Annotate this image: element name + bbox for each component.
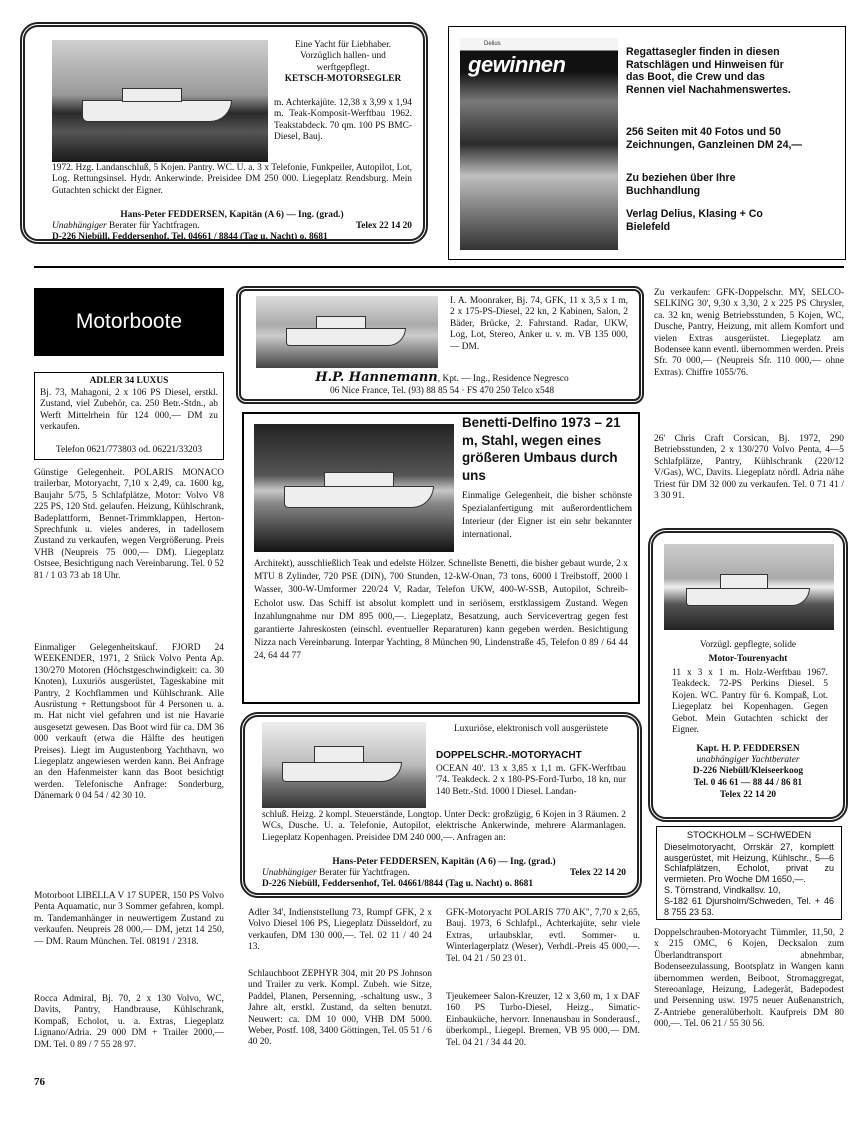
- ketsch-contact-rest: Berater für Yachtfragen.: [106, 221, 200, 231]
- doppel-cabin: [314, 746, 364, 763]
- ketsch-title: KETSCH-MOTORSEGLER: [284, 74, 402, 84]
- moonraker-address: 06 Nice France, Tel. (93) 88 85 54 · FS 470 250 Telco x548: [329, 386, 555, 396]
- touren-contact-2: unabhängiger Yachtberater: [696, 755, 800, 765]
- adler-title: ADLER 34 LUXUS: [89, 376, 169, 386]
- ketsch-intro: Eine Yacht für Liebhaber. Vorzüglich hallen- und werftgepflegt.: [294, 40, 392, 73]
- fjord-ad: Einmaliger Gelegenheitskauf. FJORD 24 WEEKENDER, 1971, 2 Stück Volvo Penta Ap. 130/270 Motoren (Höchstgeschwindigkeit: ca. 30 Knoten), Luxuriös ausgerüstet, Tageskabine mit Pantry, 2 Kochflammen und Kühlschrank. Alle Ausrüstung + Rettungsboot für 4 Personen u. a. m. Hat nicht viel gefahren und ist nie Havarie ausgesetzt gewesen. Das Boot wird für ca. DM 36 000 verkauft (etwa die Hälfte des heutigen Preises). Liegt im Augustenborg Yachthavn, wo Liegeplatz angewiesen werden kann. Bei Anfrage an den Hafenmeister kann das Boot besichtigt werden. Telefonische Anfrage: Sonderburg, Dänemark 0 04 54 / 42 30 10.: [34, 643, 224, 802]
- moonraker-photo: [256, 296, 438, 368]
- moonraker-contact: [252, 370, 632, 385]
- adler-phone: Telefon 0621/773803 od. 06221/33203: [55, 445, 203, 455]
- doppel-ocean: OCEAN 40'. 13 x 3,85 x 1,1 m. GFK-Werftbau '74. Teakdeck. 2 x 180-PS-Ford-Turbo, 18 kn, nur 140 Betr.-Std. 1000 l Diesel. Landan-: [436, 764, 626, 797]
- doppel-contact-italic: Unabhängiger: [262, 868, 317, 878]
- moonraker-hull: [286, 328, 406, 346]
- touren-hull: [686, 588, 810, 606]
- zephyr-ad: Schlauchboot ZEPHYR 304, mit 20 PS Johnson und Trailer zu verk. Kompl. Zubeh. wie Sitze, Paddel, Planen, Persenning, -schaltung usw., 3 Jahre alt, erstkl. Zustand, da selten benutzt. Neuwert: ca. DM 10 000, VHB DM 5000. Weber, Postf. 108, 3400 Göttingen, Tel. 05 51 / 6 40 20.: [248, 969, 432, 1048]
- page-number: 76: [34, 1076, 45, 1088]
- touren-contact-1: Kapt. H. P. FEDDERSEN: [696, 744, 800, 754]
- stockholm-title: STOCKHOLM – SCHWEDEN: [686, 829, 812, 840]
- benetti-headline: Benetti-Delfino 1973 – 21 m, Stahl, wegen eines größeren Umbaus durch uns: [462, 415, 621, 483]
- book-ad-text-3: Zu beziehen über Ihre Buchhandlung: [626, 172, 736, 197]
- touren-lead: Vorzügl. gepflegte, solide: [699, 640, 797, 650]
- moonraker-text: I. A. Moonraker, Bj. 74, GFK, 11 x 3,5 x 1 m, 2 x 175-PS-Diesel, 22 kn, 2 Kabinen, Salon, 2 Bäder, Brücke, 2. Fahrstand. Radar, UKW, Log, Lot, Stereo, Anker u. v. m. VB 135 000,— DM.: [450, 296, 628, 352]
- top-divider: [34, 266, 844, 268]
- adler34-ad: Adler 34', Indienststellung 73, Rumpf GFK, 2 x Volvo Diesel 106 PS, Liegeplatz Düsseldorf, zu verkaufen, DM 130 000,—. Tel. 02 11 / 40 24 13.: [248, 908, 432, 953]
- benetti-cabin: [324, 472, 394, 487]
- touren-photo: [664, 544, 834, 630]
- doppel-photo: [262, 722, 426, 808]
- touren-title: Motor-Tourenyacht: [708, 654, 788, 664]
- moonraker-owner-name: H.P. Hannemann: [315, 370, 438, 385]
- libella-ad: Motorboot LIBELLA V 17 SUPER, 150 PS Volvo Penta Aquamatic, nur 3 Sommer gefahren, kompl. m. Tandemanhänger in neuwertigem Zustand zu verkaufen. Neupreis 28 000,— DM, jetzt 14 250,— DM. Raum München. Tel. 08191 / 2318.: [34, 891, 224, 947]
- selco-ad: Zu verkaufen: GFK-Doppelschr. MY, SELCO-SELKING 30', 9,30 x 3,30, 2 x 225 PS Chrysler, ca. 32 kn, wenig Betriebsstunden, 5 Kojen, WC, Dusche, Pantry, Heizung, mit allem Komfort und vielen Extras ausgerüstet. Liegeplatz am Bodensee kann eventl. übernommen werden. Preis Sfr. 70 000,— (Neupreis Sfr. 110 000,— ohne Extras). Chiffre 1055/76.: [654, 288, 844, 378]
- moonraker-owner-rest: , Kpt. — Ing., Residence Negresco: [437, 374, 569, 384]
- doppel-title: DOPPELSCHR.-MOTORYACHT: [436, 750, 582, 761]
- tjeukemeer-ad: Tjeukemeer Salon-Kreuzer, 12 x 3,60 m, 1 x DAF 160 PS Turbo-Diesel, Heizg., Simatic-Einbauküche, hervorr. Innenausbau in Sonderausf., überkompl., Liegepl. Bremen, VB 95 000,— DM. Tel. 04 21 / 34 44 20.: [446, 992, 640, 1048]
- polaris770-ad: GFK-Motoryacht POLARIS 770 AK", 7,70 x 2,65, Bauj. 1973, 6 Schlafpl., Achterkajüte, sehr viele Extras, urlaubsklar, evtl. Sommer- u. Winterlagerplatz (Weser), Verhdl.-Preis 45 000,—. Tel. 04 21 / 50 23 01.: [446, 908, 640, 964]
- benetti-body: Architekt), ausschließlich Teak und edelste Hölzer. Schnellste Benetti, die bisher gebaut wurde, 2 x MTU 8 Zylinder, 720 PSE (DIN), 700 Stunden, 12-kW-Onan, 73 tons, 6000 l Treibstoff, 2000 l Wasser, 300-W-Umformer 220/24 V, Radar, Telefon UKW, 400-W-SSB, Autopilot, Schreib-Echolot usw. Das Schiff ist absolut komplett und in seriösem, erstklassigem Zustand. Wegen Inzahlungnahme nur DM 895 000,—. Liegeplatz, Besatzung, auch Servicevertrag gegen fest garantierte Jahreskosten (einschl. eventueller Reparaturen) kann gegeben werden. Besichtigung Nizza nach Vereinbarung. Interpar Yachting, 8 München 90, Lindenstraße 45, Telefon 0 89 / 64 44 24, 64 44 77: [254, 559, 628, 662]
- touren-cabin: [720, 574, 768, 589]
- book-ad-text-1: Regattasegler finden in diesen Ratschlägen und Hinweisen für das Boot, die Crew und das Rennen viel Nachahmenswertes.: [626, 46, 791, 96]
- doppel-contact-address: D-226 Niebüll, Feddersenhof, Tel. 04661/8844 (Tag u. Nacht) o. 8681: [262, 879, 534, 889]
- ketsch-specs: m. Achterkajüte. 12,38 x 3,99 x 1,94 m. Teak-Komposit-Werftbau 1962. Teakstabdeck. 70 qm. 100 PS BMC-Diesel, Bauj.: [274, 98, 412, 143]
- ketsch-contact-role: [52, 221, 412, 232]
- touren-contact-5: Telex 22 14 20: [719, 790, 777, 800]
- doppel-contact-name: Hans-Peter FEDDERSEN, Kapitän (A 6) — Ing. (grad.): [332, 857, 556, 867]
- touren-body: 11 x 3 x 1 m. Holz-Werftbau 1967. Teakdeck. 72-PS Perkins Diesel. 5 Kojen. WC. Pantry für 6. Kompaß, Lot. Liegeplatz bei Kopenhagen. Gegen Gebot. Mein Gutachten schickt der Eigner.: [672, 668, 828, 736]
- ketsch-contact-italic: Unabhängiger: [52, 221, 107, 231]
- chris-craft-ad: 26' Chris Craft Corsican, Bj. 1972, 290 Betriebsstunden, 2 x 130/270 Volvo Penta, 4—5 Schlafplätze, Pantry, Kühlschrank (220/12 V/Gas), WC, Davits. Liegeplatz nördl. Adria nähe Triest für DM 32 000 zu verkaufen. Tel. 0 71 41 / 3 30 91.: [654, 434, 844, 502]
- doppel-hull: [282, 762, 402, 782]
- ketsch-details: 1972. Hzg. Landanschluß, 5 Kojen. Pantry. WC. U. a. 3 x Telefonie, Funkpeiler, Autopilot, Lot, Log. Rettungsinsel. Hydr. Ankerwinde. Preisidee DM 250 000. Liegeplatz Rendsburg. Mein Gutachten schickt der Eigner.: [52, 163, 412, 196]
- touren-contact-3: D-226 Niebüll/Kleiseerkoog: [692, 766, 804, 776]
- ketsch-contact-telex: Telex 22 14 20: [355, 221, 412, 231]
- doppel-contact-rest: Berater für Yachtfragen.: [316, 868, 410, 878]
- adler-text: Bj. 73, Mahagoni, 2 x 106 PS Diesel, erstkl. Zustand, viel Zubehör, ca. 250 Betr.-Stdn., ab Werft Mittelrhein für 124 000,— DM zu verkaufen.: [40, 388, 218, 433]
- book-ad-text-2: 256 Seiten mit 40 Fotos und 50 Zeichnungen, Ganzleinen DM 24,—: [626, 126, 802, 151]
- polaris-ad: Günstige Gelegenheit. POLARIS MONACO trailerbar, Motoryacht, 7,10 x 2,49, ca. 1600 kg, Baujahr 5/75, 5 Schlafplätze, Motor: Volvo V8 225 PS, 120 Std. gelaufen. Heizung, Kühlschrank, Badeplattform, Bennet-Trimmklappen, Herton-Sprechfunk u. vieles anderes, in tadellosem Zustand zu verkaufen, wegen Vergrößerung. Preis VHB (Neupreis 75 000,— DM). Liegeplatz Ostsee, Besichtigung nach Vereinbarung. Tel. 0 52 81 / 1 03 73 ab 18 Uhr.: [34, 468, 224, 581]
- ketsch-contact-name: Hans-Peter FEDDERSEN, Kapitän (A 6) — Ing. (grad.): [120, 210, 344, 220]
- ketsch-contact-address: D-226 Niebüll, Feddersenhof, Tel. 04661 / 8844 (Tag u. Nacht) o. 8681: [52, 232, 328, 242]
- boat-cabin-graphic: [122, 88, 182, 102]
- stockholm-address-1: S. Törnstrand, Vindkallsv. 10,: [664, 885, 781, 895]
- benetti-intro: Einmalige Gelegenheit, die bisher schönste Spezialanfertigung mit außerordentlichem Interieur (der Eigner ist ein sehr bekannter international.: [462, 491, 632, 540]
- doppel-contact-role: [262, 868, 626, 879]
- benetti-photo: [254, 424, 454, 552]
- benetti-hull: [284, 486, 434, 508]
- book-cover-title: gewinnen: [468, 52, 566, 77]
- rocca-ad: Rocca Admiral, Bj. 70, 2 x 130 Volvo, WC, Davits, Pantry, Handbrause, Kühlschrank, Kompaß, Echolot, u. a. Extras, Liegeplatz Lignano/Adria. 29 000 DM + Trailer 2000,— DM. Tel. 0 89 / 7 55 28 97.: [34, 994, 224, 1050]
- moonraker-cabin: [316, 316, 366, 329]
- doppel-body: schluß. Heizg. 2 kompl. Steuerstände, Longtop. Unter Deck: großzügig, 6 Kojen in 3 Räumen. 2 WCs, Dusche. U. a. Telefonie, Autopilot, elektrische Ankerwinde, mehrere Alarmanlagen. Liegeplatz Kopenhagen. Preisidee DM 240 000,—. Anfragen an:: [262, 810, 626, 843]
- stockholm-address-2: S-182 61 Djursholm/Schweden, Tel. + 46 8 755 23 53.: [664, 896, 834, 917]
- book-cover-publisher: Delius: [484, 41, 501, 47]
- doppel-contact-telex: Telex 22 14 20: [569, 868, 626, 878]
- book-cover: [460, 38, 618, 250]
- stockholm-body: Dieselmotoryacht, Orrskär 27, komplett ausgerüstet, mit Heizung, Kühlschr., 5—6 Schlafplätzen, Echolot, privat zu vermieten. Pro Woche DM 1650,—.: [664, 842, 834, 884]
- section-header: Motorboote: [34, 288, 224, 356]
- tummler-ad: Doppelschrauben-Motoryacht Tümmler, 11,50, 2 x 215 OMC, 6 Kojen, Decksalon zum Überlandtransport abnehmbar, Bodenseezulassung, Bootsplatz in Wangen kann übernommen werden, Beiboot, Stromaggregat, Stereoanlage, Heizung, Ladegerät, Badepodest und Persenning usw. 1975 neuer Außenanstrich, Z-Antriebe generalüberholt. Kaufpreis DM 80 000,—. Tel. 06 21 / 55 30 56.: [654, 928, 844, 1030]
- ketsch-photo: [52, 40, 268, 162]
- boat-hull-graphic: [82, 100, 232, 122]
- touren-contact-4: Tel. 0 46 61 — 88 44 / 86 81: [693, 778, 803, 788]
- doppel-lead: Luxuriöse, elektronisch voll ausgerüstete: [453, 724, 609, 734]
- book-ad-text-4: Verlag Delius, Klasing + Co Bielefeld: [626, 208, 763, 233]
